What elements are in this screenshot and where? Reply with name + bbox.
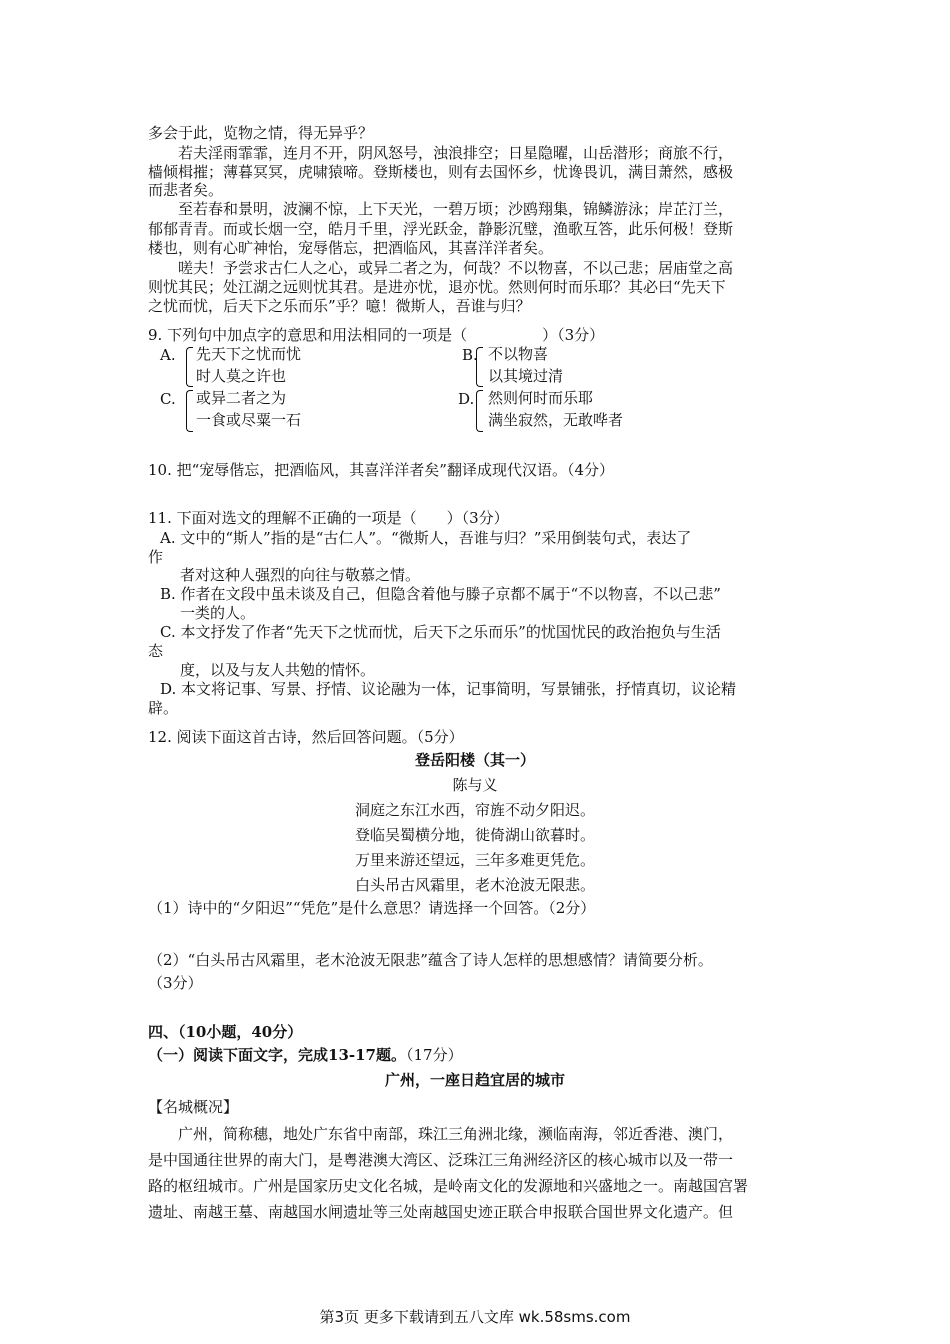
q9-option-b-label: B. bbox=[462, 346, 478, 364]
q9-option-a-label: A. bbox=[160, 346, 176, 364]
q10-stem: 10. 把“宠辱偕忘，把酒临风，其喜洋洋者矣”翻译成现代汉语。（4分） bbox=[148, 461, 615, 479]
article-line: 遗址、南越王墓、南越国水闸遗址等三处南越国史迹正联合申报联合国世界文化遗产。但 bbox=[148, 1203, 734, 1221]
brace-icon bbox=[476, 347, 483, 387]
q12-stem: 12. 阅读下面这首古诗，然后回答问题。（5分） bbox=[148, 728, 464, 746]
q12-sub1: （1）诗中的“夕阳迟”“凭危”是什么意思？请选择一个回答。（2分） bbox=[148, 899, 596, 917]
article-line: 广州，简称穗，地处广东省中南部，珠江三角洲北缘，濒临南海，邻近香港、澳门， bbox=[148, 1125, 734, 1143]
passage-line: 多会于此，览物之情，得无异乎？ bbox=[148, 124, 374, 142]
q11-option-a-wrap: 作 bbox=[148, 548, 164, 566]
q9-option-d-line1: 然则何时而乐耶 bbox=[488, 389, 594, 407]
q12-sub2: （2）“白头吊古风霜里，老木沧波无限悲”蕴含了诗人怎样的思想感情？请简要分析。 bbox=[148, 951, 713, 969]
q9-option-d-line2: 满坐寂然，无敢哗者 bbox=[488, 411, 624, 429]
passage-line: 则忧其民；处江湖之远则忧其君。是进亦忧，退亦忧。然则何时而乐耶？其必曰“先天下 bbox=[148, 278, 726, 296]
q11-option-c-cont: 度，以及与友人共勉的情怀。 bbox=[180, 661, 376, 679]
article-line: 是中国通往世界的南大门，是粤港澳大湾区、泛珠江三角洲经济区的核心城市以及一带一 bbox=[148, 1151, 734, 1169]
section-heading: 四、（10小题，40分） bbox=[148, 1023, 303, 1041]
page-footer: 第3页 更多下载请到五八文库 wk.58sms.com bbox=[319, 1308, 631, 1326]
passage-line: 至若春和景明，波澜不惊，上下天光，一碧万顷；沙鸥翔集，锦鳞游泳；岸芷汀兰， bbox=[148, 200, 734, 218]
q9-option-c-label: C. bbox=[160, 390, 176, 408]
q11-option-d: D. 本文将记事、写景、抒情、议论融为一体，记事简明，写景铺张，抒情真切，议论精 bbox=[160, 680, 737, 698]
poem-line: 白头吊古风霜里，老木沧波无限悲。 bbox=[354, 876, 595, 894]
q9-option-b-line1: 不以物喜 bbox=[488, 345, 549, 363]
q11-option-d-cont: 辟。 bbox=[148, 699, 179, 717]
q9-option-d-label: D. bbox=[458, 390, 475, 408]
q11-option-b-cont: 一类的人。 bbox=[180, 604, 256, 622]
poem-line: 登临吴蜀横分地，徙倚湖山欲暮时。 bbox=[354, 826, 595, 844]
brace-icon bbox=[476, 390, 483, 432]
article-title: 广州，一座日趋宜居的城市 bbox=[384, 1071, 565, 1089]
q9-option-b-line2: 以其境过清 bbox=[488, 367, 564, 385]
passage-line: 若夫淫雨霏霏，连月不开，阴风怒号，浊浪排空；日星隐曜，山岳潜形；商旅不行， bbox=[148, 144, 734, 162]
article-line: 路的枢纽城市。广州是国家历史文化名城，是岭南文化的发源地和兴盛地之一。南越国宫署 bbox=[148, 1177, 749, 1195]
poem-author: 陈与义 bbox=[452, 776, 498, 794]
passage-line: 楼也，则有心旷神怡，宠辱偕忘，把酒临风，其喜洋洋者矣。 bbox=[148, 239, 554, 257]
q9-option-a-line1: 先天下之忧而忧 bbox=[196, 345, 302, 363]
q11-option-c-wrap: 态 bbox=[148, 642, 164, 660]
poem-line: 洞庭之东江水西，帘旌不动夕阳迟。 bbox=[354, 801, 595, 819]
q9-option-c-line1: 或异二者之为 bbox=[196, 389, 287, 407]
passage-line: 郁郁青青。而或长烟一空，皓月千里，浮光跃金，静影沉璧，渔歌互答，此乐何极！登斯 bbox=[148, 220, 734, 238]
q11-option-a: A. 文中的“斯人”指的是“古仁人”。“微斯人，吾谁与归？”采用倒装句式，表达了 bbox=[160, 529, 692, 547]
sub-heading-text: （一）阅读下面文字，完成13-17题。 bbox=[148, 1046, 406, 1064]
q11-option-c: C. 本文抒发了作者“先天下之忧而忧，后天下之乐而乐”的忧国忧民的政治抱负与生活 bbox=[160, 623, 721, 641]
q11-option-a-cont: 者对这种人强烈的向往与敬慕之情。 bbox=[180, 566, 421, 584]
sub-heading-score: （17分） bbox=[405, 1046, 463, 1064]
brace-icon bbox=[186, 347, 193, 387]
sub-heading bbox=[148, 1045, 463, 1065]
poem-title: 登岳阳楼（其一） bbox=[414, 751, 535, 769]
article-tag: 【名城概况】 bbox=[148, 1098, 239, 1116]
brace-icon bbox=[186, 390, 193, 432]
passage-line: 嗟夫！予尝求古仁人之心，或异二者之为，何哉？不以物喜，不以己悲；居庙堂之高 bbox=[148, 259, 734, 277]
q12-sub2-score: （3分） bbox=[148, 974, 203, 992]
passage-line: 之忧而忧，后天下之乐而乐”乎？噫！微斯人，吾谁与归？ bbox=[148, 297, 531, 315]
q11-stem: 11. 下面对选文的理解不正确的一项是（ ）（3分） bbox=[148, 509, 509, 527]
passage-line: 而悲者矣。 bbox=[148, 181, 224, 199]
q9-option-c-line2: 一食或尽粟一石 bbox=[196, 411, 302, 429]
q9-stem: 9. 下列句中加点字的意思和用法相同的一项是（ ）（3分） bbox=[148, 326, 605, 344]
passage-line: 樯倾楫摧；薄暮冥冥，虎啸猿啼。登斯楼也，则有去国怀乡，忧谗畏讥，满目萧然，感极 bbox=[148, 163, 734, 181]
q9-option-a-line2: 时人莫之许也 bbox=[196, 367, 287, 385]
poem-line: 万里来游还望远，三年多难更凭危。 bbox=[354, 851, 595, 869]
q11-option-b: B. 作者在文段中虽未谈及自己，但隐含着他与滕子京都不属于“不以物喜，不以己悲” bbox=[160, 585, 721, 603]
